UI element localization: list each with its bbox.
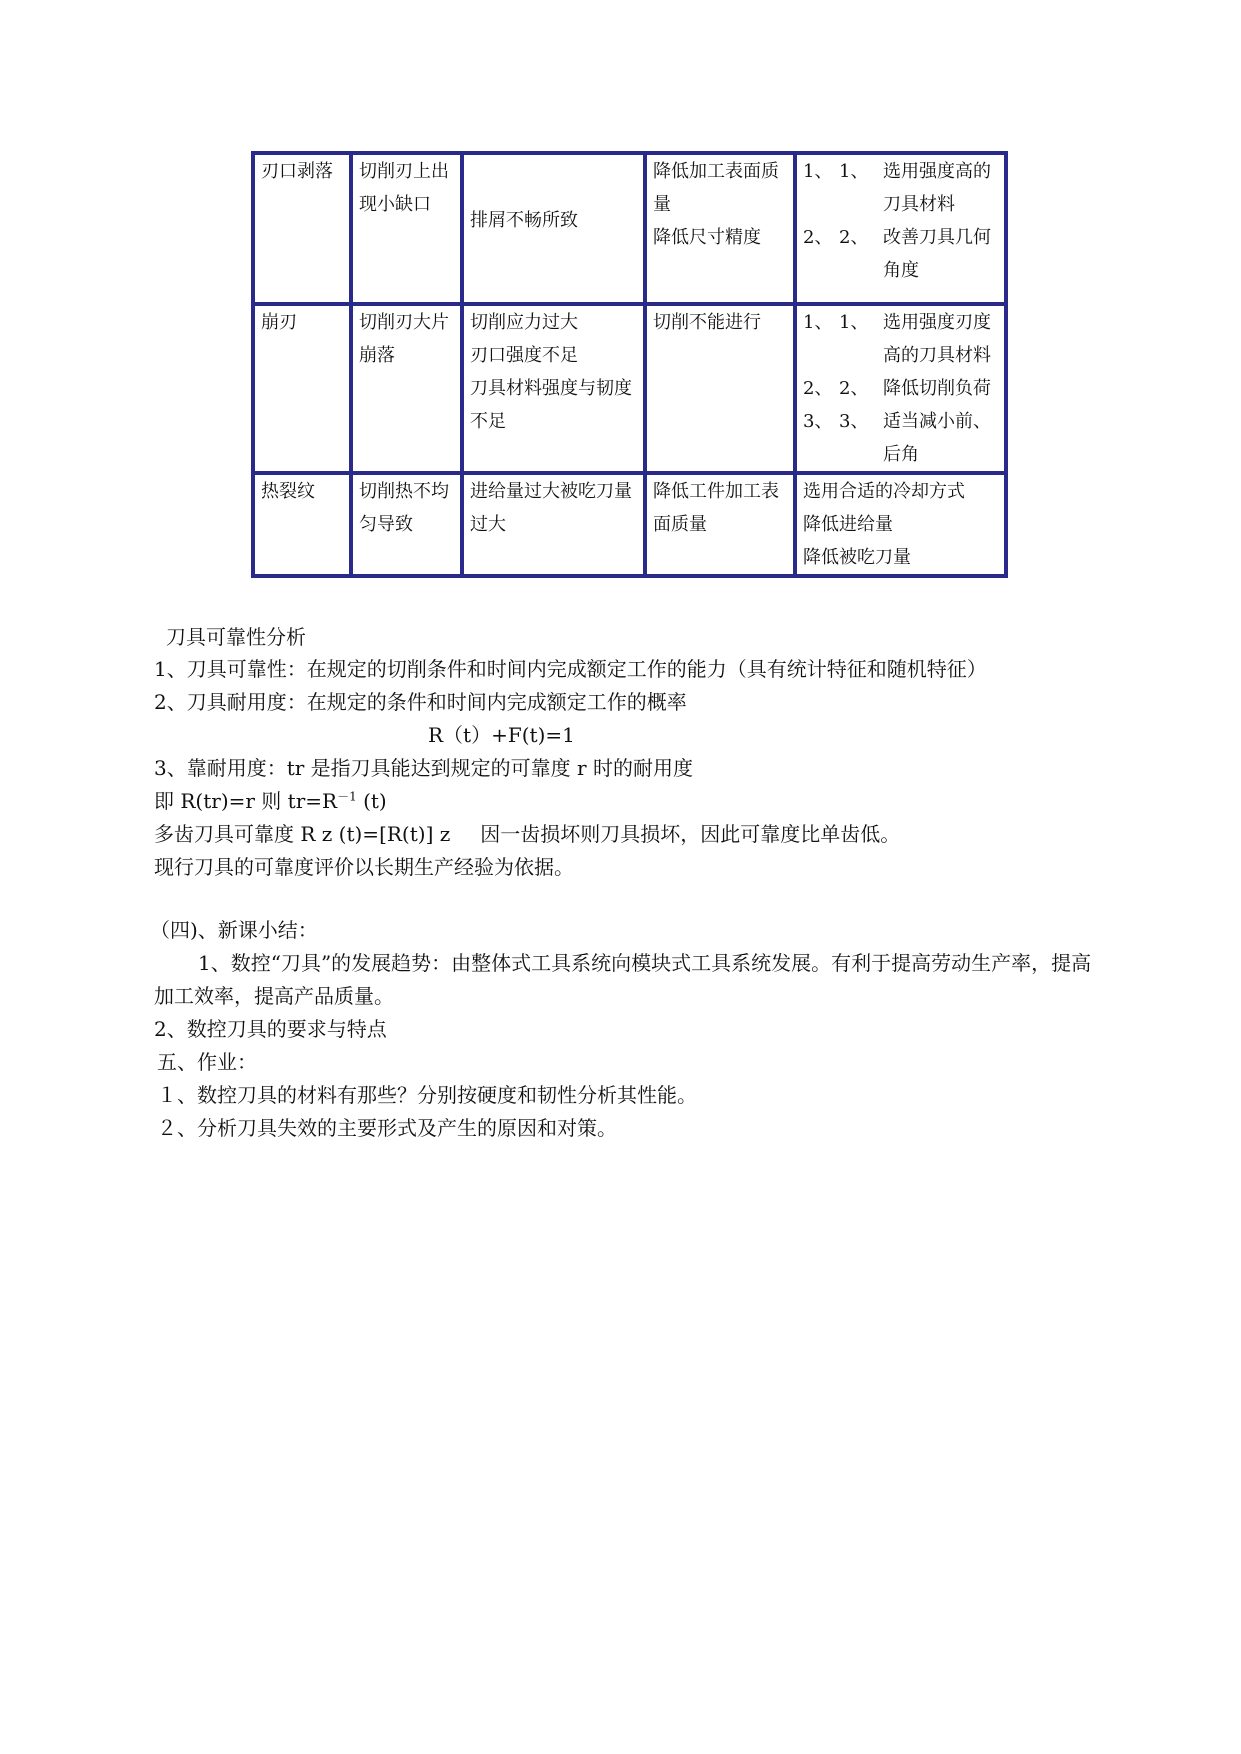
cause-cell bbox=[462, 304, 645, 473]
summary-paragraph-2: 2、数控刀具的要求与特点 bbox=[154, 1017, 387, 1041]
phenomenon-cell: 切削刃上出现小缺口 bbox=[351, 153, 462, 304]
failure-type-cell: 刃口剥落 bbox=[253, 153, 351, 304]
summary-title: （四)、新课小结： bbox=[150, 918, 318, 942]
cause-line: 刀具材料强度与韧度不足 bbox=[470, 378, 632, 432]
homework-question-2: ２、分析刀具失效的主要形式及产生的原因和对策。 bbox=[157, 1116, 617, 1140]
cause-cell bbox=[462, 473, 645, 576]
measure-item: 2、 2、 改善刀具几何角度 bbox=[803, 227, 991, 281]
reliability-formula: R（t）+F(t)=1 bbox=[428, 723, 575, 747]
measure-item: 2、 2、 降低切削负荷 bbox=[803, 378, 991, 399]
cause-cell bbox=[462, 153, 645, 304]
table-row bbox=[253, 304, 1006, 473]
reliability-line-5: 多齿刀具可靠度 R z (t)=[R(t)] z 因一齿损坏则刀具损坏，因此可靠度比单齿低。 bbox=[154, 822, 901, 846]
cause-line: 排屑不畅所致 bbox=[470, 210, 578, 231]
measure-line: 降低被吃刀量 bbox=[803, 547, 911, 568]
effect-line: 降低加工表面质量 bbox=[653, 161, 779, 215]
effect-line: 切削不能进行 bbox=[653, 312, 761, 333]
cause-line: 进给量过大被吃刀量过大 bbox=[470, 481, 632, 535]
measure-line: 降低进给量 bbox=[803, 514, 893, 535]
reliability-line-2: 2、刀具耐用度：在规定的条件和时间内完成额定工作的概率 bbox=[154, 690, 687, 714]
effect-line: 降低尺寸精度 bbox=[653, 227, 761, 248]
measure-line: 选用合适的冷却方式 bbox=[803, 481, 965, 502]
reliability-line-6: 现行刀具的可靠度评价以长期生产经验为依据。 bbox=[154, 855, 574, 879]
cause-line: 刃口强度不足 bbox=[470, 345, 578, 366]
homework-question-1: １、数控刀具的材料有那些？分别按硬度和韧性分析其性能。 bbox=[157, 1083, 697, 1107]
phenomenon-cell: 切削热不均匀导致 bbox=[351, 473, 462, 576]
effect-cell bbox=[645, 153, 795, 304]
measure-item: 1、 1、 选用强度刃度高的刀具材料 bbox=[803, 312, 991, 366]
measures-cell bbox=[795, 473, 1006, 576]
effect-cell bbox=[645, 304, 795, 473]
measures-cell bbox=[795, 153, 1006, 304]
phenomenon-cell: 切削刃大片崩落 bbox=[351, 304, 462, 473]
reliability-section-title: 刀具可靠性分析 bbox=[166, 625, 306, 649]
failure-type-cell: 热裂纹 bbox=[253, 473, 351, 576]
reliability-line-4: 即 R(tr)=r 则 $tr=R^{-1}$ (t) bbox=[154, 789, 387, 813]
reliability-line-3: 3、靠耐用度：tr 是指刀具能达到规定的可靠度 r 时的耐用度 bbox=[154, 756, 693, 780]
effect-line: 降低工件加工表面质量 bbox=[653, 481, 779, 535]
summary-paragraph-1: 1、数控“刀具”的发展趋势：由整体式工具系统向模块式工具系统发展。有利于提高劳动生产率，提高加工效率，提高产品质量。 bbox=[154, 951, 1092, 1008]
table-row bbox=[253, 153, 1006, 304]
effect-cell bbox=[645, 473, 795, 576]
homework-title: 五、作业： bbox=[157, 1050, 257, 1074]
measures-cell bbox=[795, 304, 1006, 473]
tool-failure-table bbox=[251, 151, 1008, 578]
reliability-line-1: 1、刀具可靠性：在规定的切削条件和时间内完成额定工作的能力（具有统计特征和随机特征） bbox=[154, 657, 987, 681]
cause-line: 切削应力过大 bbox=[470, 312, 578, 333]
inverse-superscript: －1 bbox=[337, 789, 357, 804]
measure-item: 3、 3、 适当减小前、后角 bbox=[803, 411, 991, 465]
measure-item: 1、 1、 选用强度高的刀具材料 bbox=[803, 161, 991, 215]
failure-type-cell: 崩刃 bbox=[253, 304, 351, 473]
table-row bbox=[253, 473, 1006, 576]
